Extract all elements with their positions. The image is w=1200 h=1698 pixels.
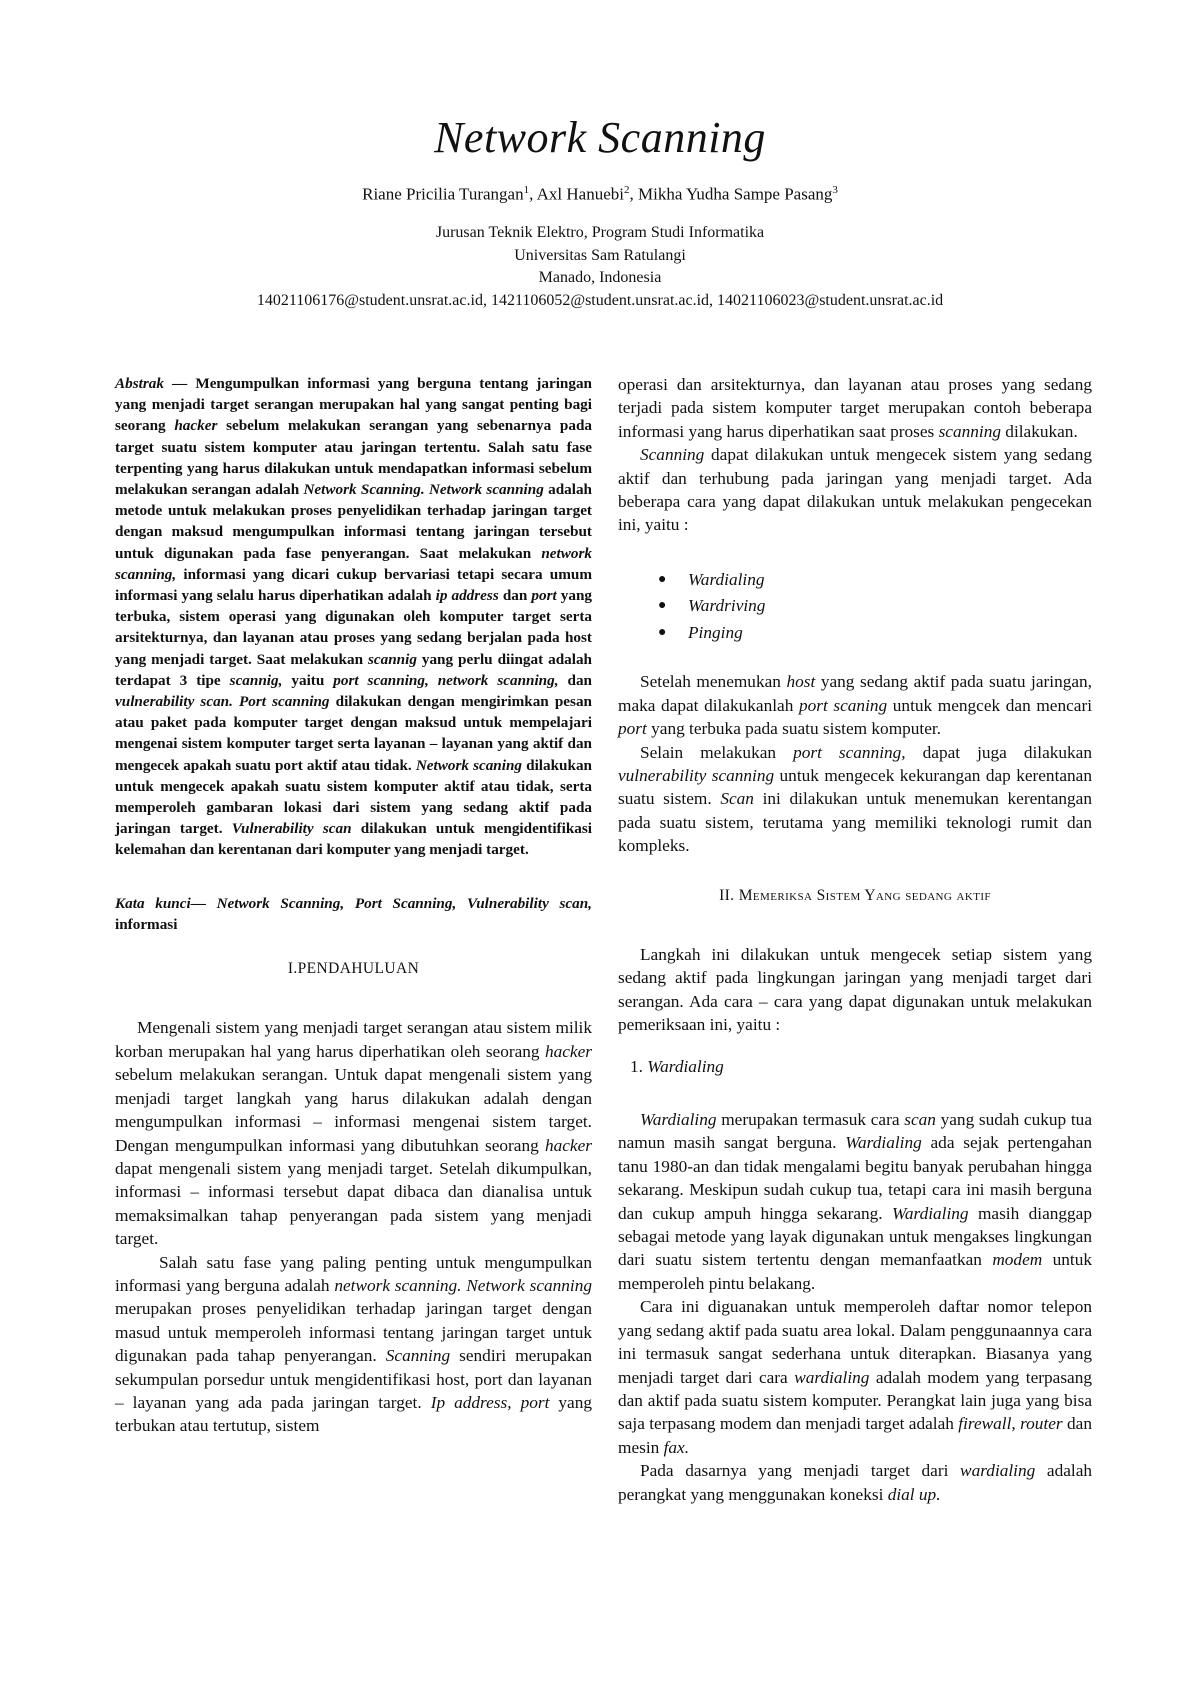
- author-sep: ,: [529, 184, 537, 204]
- body-text: ada sejak pertengahan tanu 1980-an dan tidak mengalami begitu banyak perubahan hingga sekarang. Meskipun sudah cukup tua, tetapi cara ini masih berguna dan cukup ampuh hingga sekarang.: [618, 1133, 1092, 1223]
- affiliation-city: Manado, Indonesia: [538, 269, 662, 286]
- abstract-term: Network Scanning.: [303, 481, 425, 499]
- body-term: Wardialing: [892, 1203, 969, 1223]
- body-text: Langkah ini dilakukan untuk mengecek setiap sistem yang sedang aktif pada lingkungan jaringan yang menjadi target dari serangan. Ada cara – cara yang dapat digunakan untuk melakukan pemeriksaan ini, yaitu :: [618, 945, 1092, 1035]
- left-column: [115, 373, 592, 1438]
- abstract-term: Vulnerability scan: [231, 820, 352, 838]
- abstract-text: yaitu: [282, 671, 334, 689]
- body-paragraph: [618, 1459, 1092, 1506]
- body-text: sendiri merupakan sekumpulan porsedur untuk mengidentifikasi host, port dan layanan – layanan yang ada pada jaringan target.: [115, 1346, 592, 1412]
- subsection-number: 1.: [630, 1056, 643, 1076]
- author-sup: 1: [523, 184, 530, 196]
- abstract-term: port: [531, 587, 557, 605]
- section-heading: II. Memeriksa Sistem Yang sedang aktif: [719, 886, 991, 904]
- body-term: Scanning: [640, 445, 705, 465]
- abstract-text: dan: [498, 587, 532, 605]
- abstract-label: Abstrak: [115, 375, 164, 392]
- abstract-text: sebelum melakukan serangan yang sebenarnya pada target suatu sistem komputer atau jaringan tertentu. Salah satu fase terpenting yang harus dilakukan untuk mendapatkan informasi sebelum melakukan serangan adalah: [115, 417, 593, 499]
- author-name: Riane Pricilia Turangan: [362, 184, 524, 204]
- abstract-text: dilakukan dengan mengirimkan pesan atau paket pada komputer target dengan maksud untuk mempelajari mengenai sistem komputer target serta layanan – layanan yang aktif dan mengecek apakah suatu port aktif atau tidak.: [115, 693, 592, 774]
- body-text: Selain melakukan: [640, 742, 794, 762]
- body-text: Cara ini diguanakan untuk memperoleh daftar nomor telepon yang sedang aktif pada suatu area lokal. Dalam penggunaannya cara ini termasuk sangat sederhana untuk diterapkan. Biasanya yang menjadi target dari cara: [618, 1297, 1092, 1387]
- abstract-text: informasi yang dicari cukup bervariasi tetapi secara umum informasi yang selalu harus diperhatikan adalah: [115, 565, 592, 605]
- body-term: port scanning,: [793, 742, 906, 762]
- list-item-label: Wardriving: [688, 596, 766, 616]
- section-heading: I.PENDAHULUAN: [287, 960, 420, 978]
- body-term: host: [786, 672, 816, 692]
- body-term: scanning: [938, 421, 1001, 441]
- keywords-list: — Network Scanning, Port Scanning, Vulnerability scan,: [190, 894, 592, 912]
- body-text: Salah satu fase yang paling penting untuk mengumpulkan informasi yang berguna adalah: [115, 1252, 592, 1295]
- keywords: [115, 893, 592, 935]
- bullet-list: [618, 567, 1092, 647]
- body-term: firewall, router: [958, 1414, 1063, 1434]
- abstract-text: dilakukan untuk mengecek apakah suatu sistem komputer aktif atau tidak, serta memperoleh gambaran lokasi dari sistem yang sedang aktif pada jaringan target.: [115, 756, 592, 838]
- abstract-text: yang perlu diingat adalah terdapat 3 tipe: [115, 650, 592, 689]
- abstract-term: network scanning,: [115, 544, 592, 583]
- author-name: Mikha Yudha Sampe Pasang: [638, 184, 833, 204]
- abstract-term: vulnerability scan. Port scanning: [115, 693, 330, 711]
- body-term: wardialing: [794, 1367, 870, 1387]
- abstract-term: port scanning, network scanning,: [333, 671, 559, 689]
- bullet-icon: ●: [658, 624, 667, 640]
- body-term: hacker: [544, 1041, 592, 1061]
- affiliation-block: [0, 222, 1200, 312]
- body-term: port scaning: [798, 695, 888, 715]
- abstract-term: scannig: [367, 650, 417, 668]
- body-text: merupakan termasuk cara: [716, 1110, 905, 1130]
- body-text: merupakan proses penyelidikan terhadap jaringan target dengan masud untuk memperoleh informasi tentang jaringan target untuk digunakan pada tahap penyerangan.: [115, 1299, 592, 1366]
- author-sup: 3: [832, 184, 838, 196]
- body-text: yang terbukan atau tertutup, sistem: [115, 1392, 593, 1436]
- body-text: ini dilakukan untuk menemukan kerentangan pada suatu sistem, terutama yang memiliki teknologi rumit dan kompleks.: [618, 789, 1092, 856]
- body-text: dapat mengenali sistem yang menjadi target. Setelah dikumpulkan, informasi – informasi tersebut dapat dibaca dan dianalisa untuk memaksimalkan tahap penyerangan pada sistem yang menjadi target.: [115, 1158, 592, 1249]
- bullet-icon: ●: [658, 571, 667, 587]
- list-item: [658, 593, 1092, 620]
- body-text: sebelum melakukan serangan. Untuk dapat mengenali sistem yang menjadi target langkah yang harus dilakukan adalah dengan mengumpulkan informasi – informasi mengenai sistem target. Dengan mengumpulkan informasi yang dibutuhkan seorang: [115, 1065, 592, 1155]
- author-name: Axl Hanuebi: [536, 184, 624, 204]
- subsection-title: Wardialing: [647, 1056, 724, 1076]
- body-paragraph: [618, 443, 1092, 537]
- body-text: dapat juga dilakukan: [905, 742, 1092, 762]
- author-line: [0, 184, 1200, 205]
- body-text: operasi dan arsitekturnya, dan layanan atau proses yang sedang terjadi pada sistem komputer target merupakan contoh beberapa informasi yang harus diperhatikan saat proses: [618, 375, 1092, 441]
- abstract-text: Mengumpulkan informasi yang berguna tentang jaringan yang menjadi target serangan merupakan hal yang sangat penting bagi seorang: [115, 375, 592, 435]
- body-text: yang terbuka pada suatu sistem komputer.: [646, 719, 942, 739]
- body-text: untuk memperoleh pintu belakang.: [618, 1250, 1092, 1293]
- abstract-dash: —: [163, 375, 196, 392]
- affiliation-department: Jurusan Teknik Elektro, Program Studi Informatika: [435, 224, 765, 241]
- body-term: network scanning. Network scanning: [334, 1275, 592, 1295]
- keywords-tail: informasi: [115, 915, 178, 933]
- body-text: Pada dasarnya yang menjadi target dari: [640, 1461, 961, 1481]
- author-emails: 14021106176@student.unsrat.ac.id, 1421106052@student.unsrat.ac.id, 14021106023@student.unsrat.ac.id: [256, 291, 944, 309]
- body-paragraph: [618, 1108, 1092, 1295]
- abstract-term: hacker: [174, 417, 218, 435]
- body-term: modem: [992, 1250, 1043, 1270]
- body-paragraph: [618, 1295, 1092, 1459]
- list-item-label: Pinging: [688, 622, 743, 642]
- body-text: yang sedang aktif pada suatu jaringan, maka dapat dilakukanlah: [618, 672, 1092, 715]
- body-text: dan mesin: [618, 1414, 1092, 1457]
- body-paragraph: [618, 670, 1092, 740]
- author-sep: ,: [629, 184, 638, 204]
- body-term: Wardialing: [845, 1133, 922, 1153]
- body-paragraph: [618, 373, 1092, 443]
- paper-title: Network Scanning: [434, 113, 766, 162]
- abstract-text: dilakukan untuk mengidentifikasi kelemahan dan kerentanan dari komputer yang menjadi target.: [115, 820, 592, 859]
- affiliation-university: Universitas Sam Ratulangi: [514, 246, 686, 264]
- body-text: untuk mengecek kekurangan dap kerentanan suatu sistem.: [618, 765, 1092, 809]
- body-term: hacker: [544, 1135, 592, 1155]
- body-paragraph: [618, 741, 1092, 858]
- list-item: [658, 567, 1092, 594]
- body-term: fax.: [663, 1437, 690, 1457]
- body-paragraph: [115, 1016, 592, 1250]
- bullet-icon: ●: [658, 598, 667, 614]
- list-item-label: Wardialing: [688, 569, 765, 589]
- body-text: masih dianggap sebagai metode yang layak digunakan untuk mengakses lingkungan dari suatu sistem tertentu dengan memanfaatkan: [618, 1203, 1092, 1270]
- body-term: Wardialing: [640, 1110, 717, 1130]
- author-sup: 2: [624, 184, 630, 196]
- body-text: adalah modem yang terpasang dan aktif pada suatu sistem komputer. Perangkat lain juga yang bisa saja terpasang modem dan menjadi target adalah: [618, 1367, 1092, 1434]
- abstract: [115, 373, 592, 861]
- abstract-text: adalah metode untuk melakukan proses penyelidikan terhadap jaringan target dengan maksud mengumpulkan informasi tentang jaringan tersebut untuk digunakan pada fase penyerangan. Saat melakukan: [115, 481, 593, 562]
- body-term: Scanning: [385, 1346, 451, 1366]
- abstract-text: dan: [558, 671, 592, 689]
- abstract-term: Network scanning: [428, 481, 544, 499]
- body-term: dial up.: [887, 1484, 941, 1504]
- abstract-term: scannig,: [229, 671, 283, 689]
- body-term: Ip address, port: [430, 1392, 550, 1412]
- body-text: Mengenali sistem yang menjadi target serangan atau sistem milik korban merupakan hal yang harus diperhatikan oleh seorang: [115, 1018, 592, 1061]
- body-text: adalah perangkat yang menggunakan koneksi: [618, 1461, 1093, 1504]
- body-term: wardialing: [960, 1461, 1036, 1481]
- subsection-heading: [630, 1055, 1092, 1078]
- body-paragraph: [115, 1251, 592, 1438]
- body-term: Scan: [720, 789, 754, 809]
- body-text: dilakukan.: [1000, 421, 1078, 441]
- body-term: port: [618, 719, 647, 739]
- abstract-text: yang terbuka, sistem operasi yang digunakan oleh komputer target serta arsitekturnya, dan layanan atau proses yang sedang berjalan pada host yang menjadi target. Saat melakukan: [115, 587, 592, 668]
- body-paragraph: [618, 943, 1092, 1037]
- body-text: Setelah menemukan: [640, 672, 787, 692]
- body-term: scan: [904, 1110, 936, 1130]
- abstract-term: Network scaning: [415, 756, 523, 774]
- body-term: vulnerability scanning: [618, 765, 775, 785]
- abstract-term: ip address: [435, 587, 499, 605]
- list-item: [658, 620, 1092, 647]
- keywords-label: Kata kunci: [115, 894, 191, 912]
- body-text: untuk mengcek dan mencari: [887, 695, 1092, 715]
- body-text: dapat dilakukan untuk mengecek sistem yang sedang aktif dan terhubung pada jaringan yang menjadi target. Ada beberapa cara yang dapat dilakukan untuk melakukan pengecekan ini, yaitu :: [618, 445, 1092, 535]
- body-text: yang sudah cukup tua namun masih sangat berguna.: [618, 1110, 1092, 1153]
- right-column: [618, 373, 1092, 1506]
